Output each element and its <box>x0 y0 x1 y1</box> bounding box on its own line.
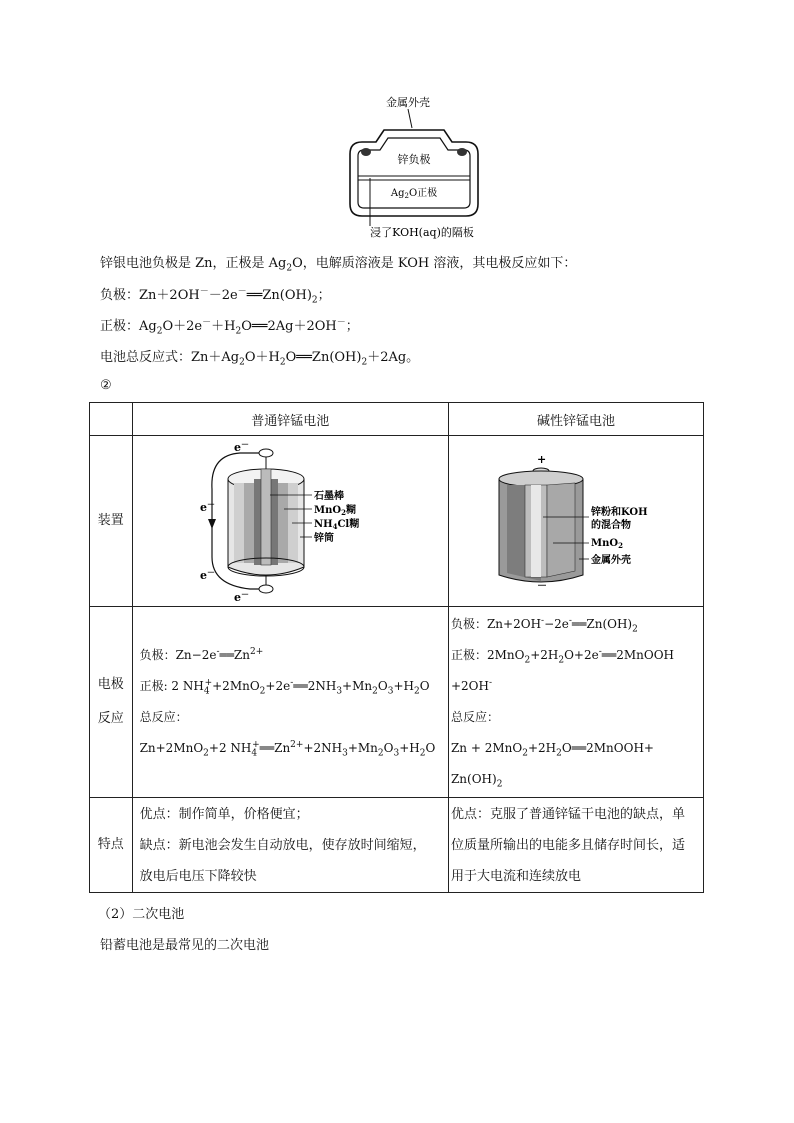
normal-total-label: 总反应： <box>139 710 188 724</box>
normal-total-reaction: Zn+2MnO$_2$+2 $NH_4^+══Zn^{2+}+2NH_3+Mn_2O_3+H_2O$ <box>139 740 436 759</box>
normal-pro: 优点：制作简单，价格便宜； <box>139 806 309 822</box>
header-normal: 普通锌锰电池 <box>132 403 448 436</box>
label-graphite-rod: 石墨棒 <box>314 491 345 502</box>
table-row-electrode <box>90 607 704 798</box>
intro-text: 锌银电池负极是 Zn，正极是 $Ag_2O$，电解质溶液是 KOH 溶液，其电极反应如下： <box>100 256 577 274</box>
label-alk-shell: 金属外壳 <box>590 555 631 566</box>
label-zinc-can: 锌筒 <box>314 533 335 544</box>
table-header-row <box>90 403 704 436</box>
row-label-features: 特点 <box>90 798 133 893</box>
alkaline-electrode-reactions <box>448 607 703 798</box>
alk-pos-reaction: 正极：$2MnO_2+2H_2O+2e^-══2MnOOH$ <box>450 647 675 666</box>
alk-total-label: 总反应： <box>450 710 499 724</box>
label-mixture: 的混合物 <box>590 520 631 531</box>
label-alk-mno2: MnO$_2$ <box>590 538 623 550</box>
header-alkaline: 碱性锌锰电池 <box>448 403 703 436</box>
normal-neg-reaction: 负极：$Zn-2e^-══Zn^{2+}$ <box>139 647 264 662</box>
lead-acid-text: 铅蓄电池是最常见的二次电池 <box>100 938 270 953</box>
alk-feature-2: 位质量所输出的电能多且储存时间长，适 <box>450 837 685 853</box>
battery-comparison-table <box>89 402 704 893</box>
label-mno2-paste: MnO$_2$糊 <box>314 505 357 517</box>
svg-text:e－: e－ <box>200 499 216 514</box>
alk-feature-3: 用于大电流和连续放电 <box>450 868 581 884</box>
normal-con-1: 缺点：新电池会发生自动放电，使存放时间缩短， <box>139 837 426 853</box>
svg-text:－: － <box>536 581 547 591</box>
alkaline-features <box>448 798 703 893</box>
zinc-silver-cell-diagram <box>340 92 500 240</box>
svg-text:e－: e－ <box>234 439 250 454</box>
svg-text:+: + <box>536 453 547 466</box>
alkaline-cell-figure-cell <box>448 436 703 607</box>
alkaline-zinc-manganese-cell-diagram <box>481 451 671 591</box>
label-zinc-negative: 锌负极 <box>397 153 431 166</box>
section-secondary-battery: （2）二次电池 <box>98 907 185 922</box>
alk-total-reaction-cont: $Zn(OH)_2$ <box>450 772 503 790</box>
label-nh4cl-paste: $NH_4Cl$糊 <box>314 519 360 531</box>
normal-con-2: 放电后电压下降较快 <box>139 868 257 884</box>
normal-zinc-manganese-cell-diagram <box>200 439 380 603</box>
table-row-device <box>90 436 704 607</box>
normal-electrode-reactions <box>132 607 448 798</box>
table-row-features <box>90 798 704 893</box>
svg-text:e－: e－ <box>234 589 250 603</box>
svg-text:e－: e－ <box>200 567 216 582</box>
reaction-positive: 正极：$Ag_2O+2e^-+H_2O══2Ag+2OH^-$； <box>100 317 359 337</box>
label-metal-shell: 金属外壳 <box>386 96 430 109</box>
row-label-electrode: 电极 反应 <box>90 607 133 798</box>
reaction-total: 电池总反应式：$Zn+Ag_2O+H_2O══Zn(OH)_2+2Ag$。 <box>100 350 420 368</box>
label-ag2o-positive: $Ag_2O$正极 <box>390 188 438 200</box>
alk-neg-reaction: 负极：$Zn+2OH^--2e^-══Zn(OH)_2$ <box>450 616 638 635</box>
label-separator: 浸了KOH(aq)的隔板 <box>370 226 474 239</box>
row-label-device: 装置 <box>90 436 133 607</box>
label-zinc-koh: 锌粉和KOH <box>590 507 648 518</box>
header-empty-cell <box>90 403 133 436</box>
alk-feature-1: 优点：克服了普通锌锰干电池的缺点，单 <box>450 806 685 822</box>
alk-total-reaction: $Zn + 2MnO_2+2H_2O══2MnOOH+$ <box>450 741 654 759</box>
reaction-negative: 负极：$Zn+2OH^--2e^-══Zn(OH)_2$； <box>100 286 331 306</box>
normal-pos-reaction: 正极: 2 $NH_4^++2MnO_2+2e^-══2NH_3+Mn_2O_3+H_2O$ <box>139 678 430 697</box>
circle-number: ② <box>100 378 112 393</box>
normal-cell-figure-cell <box>132 436 448 607</box>
normal-features <box>132 798 448 893</box>
alk-pos-reaction-cont: +2OH- <box>450 678 492 693</box>
